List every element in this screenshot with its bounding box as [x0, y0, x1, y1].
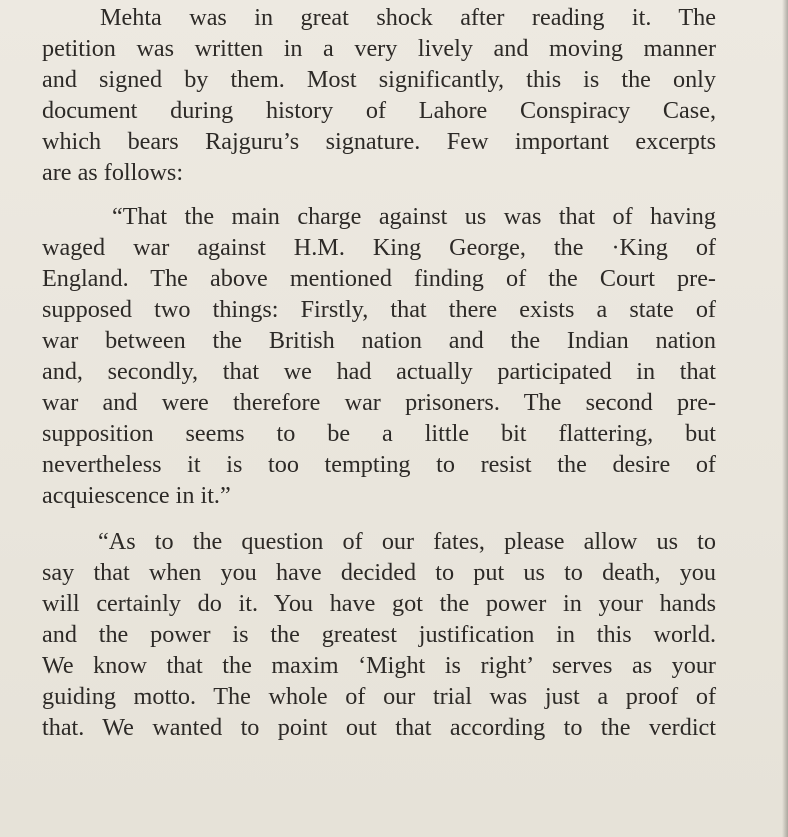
page-edge-shadow	[782, 0, 788, 837]
text-line: and signed by them. Most significantly, this is the only	[42, 66, 716, 94]
text-line: “That the main charge against us was that of having	[112, 202, 716, 230]
text-line: will certainly do it. You have got the power in your hands	[42, 589, 716, 617]
text-line: war between the British nation and the Indian nation	[42, 326, 716, 354]
paragraph-1	[42, 2, 716, 189]
text-line: and, secondly, that we had actually participated in that	[42, 358, 716, 386]
text-line: document during history of Lahore Conspiracy Case,	[42, 97, 716, 125]
page-text	[42, 2, 716, 743]
text-line: that. We wanted to point out that according to the verdict	[42, 714, 716, 742]
text-line: waged war against H.M. King George, the ·King of	[42, 233, 716, 261]
text-line: war and were therefore war prisoners. The second pre-	[42, 389, 716, 417]
text-line: supposed two things: Firstly, that there exists a state of	[42, 295, 716, 323]
paragraph-2	[42, 201, 716, 512]
text-line: and the power is the greatest justification in this world.	[42, 620, 716, 648]
paragraph-gap	[42, 512, 716, 526]
text-line: We know that the maxim ‘Might is right’ serves as your	[42, 651, 716, 679]
text-line: acquiescence in it.”	[42, 482, 231, 510]
text-line: petition was written in a very lively and moving manner	[42, 35, 716, 63]
text-line: are as follows:	[42, 159, 184, 187]
text-line: which bears Rajguru’s signature. Few important excerpts	[42, 128, 716, 156]
text-line: England. The above mentioned finding of the Court pre-	[42, 264, 716, 292]
paragraph-gap	[42, 189, 716, 201]
text-line: Mehta was in great shock after reading it. The	[100, 4, 716, 31]
text-line: supposition seems to be a little bit flattering, but	[42, 420, 716, 448]
text-line: nevertheless it is too tempting to resist the desire of	[42, 451, 716, 479]
text-line: say that when you have decided to put us to death, you	[42, 558, 716, 586]
text-line: “As to the question of our fates, please allow us to	[98, 527, 716, 555]
text-line: guiding motto. The whole of our trial was just a proof of	[42, 682, 716, 710]
paragraph-3	[42, 526, 716, 744]
